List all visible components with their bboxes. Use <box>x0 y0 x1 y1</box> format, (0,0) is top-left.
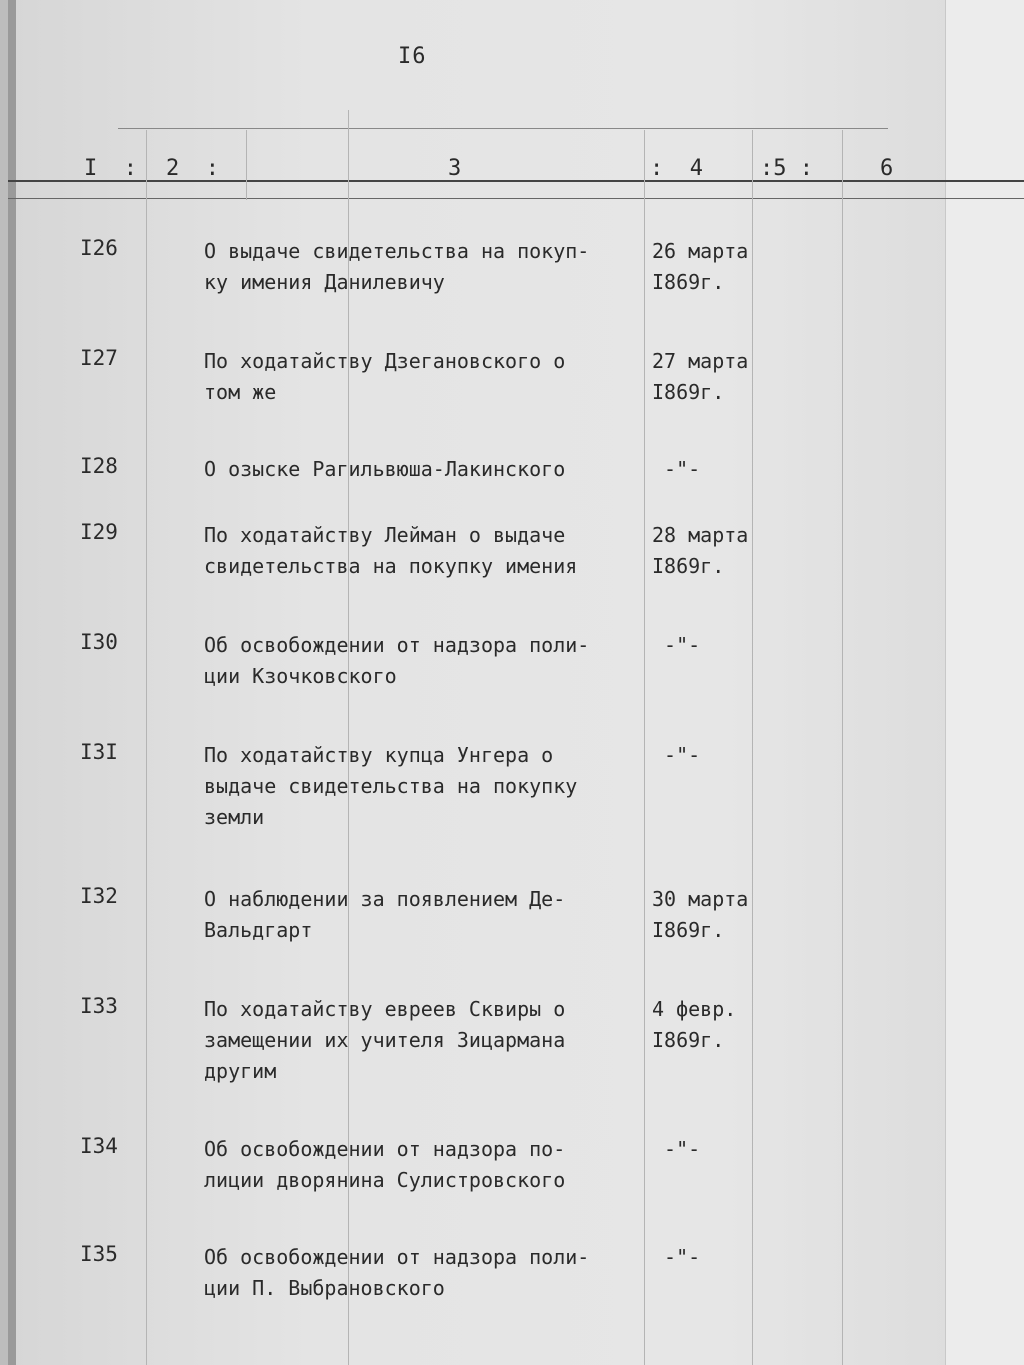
entry-date <box>652 740 700 771</box>
entry-date <box>652 346 748 408</box>
column-divider <box>644 130 645 1365</box>
entry-number: I35 <box>80 1242 118 1266</box>
entry-title <box>204 520 644 582</box>
header-upper-rule <box>118 128 888 129</box>
entry-title-line: О наблюдении за появлением Де- <box>204 887 566 911</box>
entry-title-line: О озыске Рагильвюша-Лакинского <box>204 457 566 481</box>
header-bottom-rule <box>8 198 1024 199</box>
entry-number: I26 <box>80 236 118 260</box>
entry-date <box>652 884 748 946</box>
entry-title-line: По ходатайству Лейман о выдаче <box>204 523 566 547</box>
entry-title-line: Об освобождении от надзора по- <box>204 1137 566 1161</box>
entry-title-line: Об освобождении от надзора поли- <box>204 633 590 657</box>
entry-title <box>204 346 644 408</box>
entry-title-line: ции П. Выбрановского <box>204 1276 445 1300</box>
entry-number: I3I <box>80 740 118 764</box>
entry-title-line: По ходатайству евреев Сквиры о <box>204 997 566 1021</box>
entry-title-line: замещении их учителя Зицармана <box>204 1028 566 1052</box>
entry-date-line: I869г. <box>652 918 725 942</box>
entry-title-line: ции Кзочковского <box>204 664 397 688</box>
entry-title-line: Вальдгарт <box>204 918 313 942</box>
page-number: I6 <box>398 44 427 69</box>
entry-title-line: ку имения Данилевичу <box>204 270 445 294</box>
entry-title-line: свидетельства на покупку имения <box>204 554 578 578</box>
entry-date-line: -"- <box>652 743 701 767</box>
entry-number: I29 <box>80 520 118 544</box>
entry-date <box>652 1242 700 1273</box>
entry-title <box>204 236 644 298</box>
entry-number: I34 <box>80 1134 118 1158</box>
entry-title <box>204 740 644 833</box>
entry-date-line: I869г. <box>652 380 725 404</box>
page-edge <box>945 0 1024 1365</box>
entry-date <box>652 994 736 1056</box>
entry-date <box>652 630 700 661</box>
entry-title <box>204 884 644 946</box>
column-divider <box>246 130 247 200</box>
entry-number: I33 <box>80 994 118 1018</box>
entry-title <box>204 994 644 1087</box>
entry-date-line: 27 марта <box>652 349 749 373</box>
entry-title <box>204 1242 644 1304</box>
entry-date-line: 28 марта <box>652 523 749 547</box>
column-divider <box>146 130 147 1365</box>
entry-number: I27 <box>80 346 118 370</box>
column-header-4: : 4 <box>650 156 703 181</box>
column-header-5: :5 : <box>760 156 813 181</box>
column-header-2: 2 : <box>166 156 219 181</box>
entry-title-line: земли <box>204 805 265 829</box>
entry-date-line: 30 марта <box>652 887 749 911</box>
entry-date-line: I869г. <box>652 270 725 294</box>
entry-date-line: -"- <box>652 633 701 657</box>
entry-number: I32 <box>80 884 118 908</box>
entry-date <box>652 520 748 582</box>
column-header-3: 3 <box>448 156 462 181</box>
entry-date-line: -"- <box>652 1245 701 1269</box>
entry-title <box>204 454 644 485</box>
entry-date-line: -"- <box>652 457 701 481</box>
column-header-6: 6 <box>880 156 894 181</box>
entry-title-line: лиции дворянина Сулистровского <box>204 1168 566 1192</box>
entry-title-line: Об освобождении от надзора поли- <box>204 1245 590 1269</box>
entry-date-line: -"- <box>652 1137 701 1161</box>
entry-title-line: том же <box>204 380 277 404</box>
entry-title-line: По ходатайству Дзегановского о <box>204 349 566 373</box>
entry-date <box>652 454 700 485</box>
page-shadow <box>8 0 16 1365</box>
entry-date <box>652 1134 700 1165</box>
entry-date-line: I869г. <box>652 1028 725 1052</box>
entry-title <box>204 630 644 692</box>
entry-title-line: выдаче свидетельства на покупку <box>204 774 578 798</box>
entry-title-line: По ходатайству купца Унгера о <box>204 743 554 767</box>
entry-number: I28 <box>80 454 118 478</box>
entry-title-line: О выдаче свидетельства на покуп- <box>204 239 590 263</box>
entry-date <box>652 236 748 298</box>
entry-title <box>204 1134 644 1196</box>
entry-date-line: 26 марта <box>652 239 749 263</box>
archive-page <box>8 0 1024 1365</box>
column-divider <box>842 130 843 1365</box>
entry-date-line: 4 февр. <box>652 997 737 1021</box>
entry-date-line: I869г. <box>652 554 725 578</box>
column-header-1: I : <box>84 156 137 181</box>
entry-title-line: другим <box>204 1059 277 1083</box>
entry-number: I30 <box>80 630 118 654</box>
header-top-rule <box>8 180 1024 182</box>
column-divider <box>752 130 753 1365</box>
